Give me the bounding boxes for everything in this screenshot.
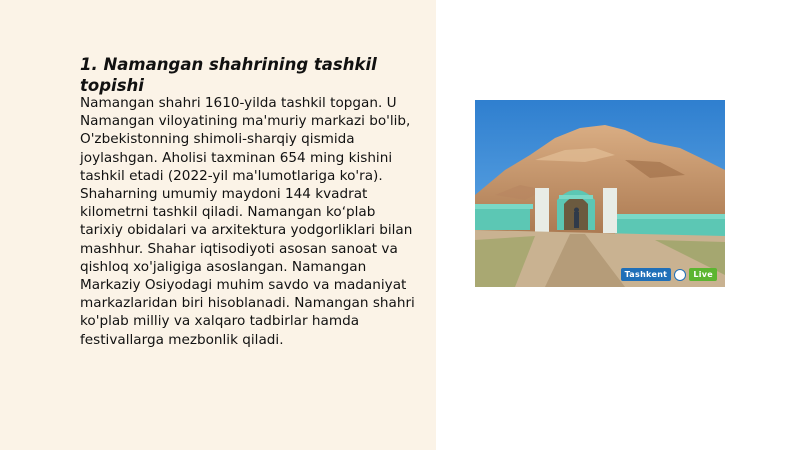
gate-left-pillar (535, 188, 549, 233)
watermark (621, 268, 717, 281)
slide-body-text: Namangan shahri 1610-yilda tashkil topgan. U Namangan viloyatining ma'muriy markazi bo'lib, O'zbekistonning shimoli-sharqiy qismida joylashgan. Aholisi taxminan 654 ming kishini tashkil etadi (2022-yil ma'lumotlariga ko'ra). Shaharning umumiy maydoni 144 kvadrat kilometrni tashkil qiladi. Namangan koʻplab tarixiy obidalari va arxitektura yodgorliklari bilan mashhur. Shahar iqtisodiyoti asosan sanoat va qishloq xo'jaligiga asoslangan. Namangan Markaziy Osiyodagi muhim savdo va madaniyat markazlaridan biri hisoblanadi. Namangan shahri ko'plab milliy va xalqaro tadbirlar hamda festivallarga mezbonlik qiladi. (80, 95, 415, 348)
landmark-photo (475, 100, 725, 287)
watermark-right: Live (689, 268, 717, 281)
photo-illustration (475, 100, 725, 287)
slide-title: 1. Namangan shahrining tashkil topishi (80, 55, 377, 95)
left-wall (475, 208, 530, 230)
globe-icon (674, 269, 686, 281)
right-wall (615, 218, 725, 236)
gate-right-pillar (603, 188, 617, 233)
person (574, 212, 579, 228)
watermark-left: Tashkent (621, 268, 672, 281)
